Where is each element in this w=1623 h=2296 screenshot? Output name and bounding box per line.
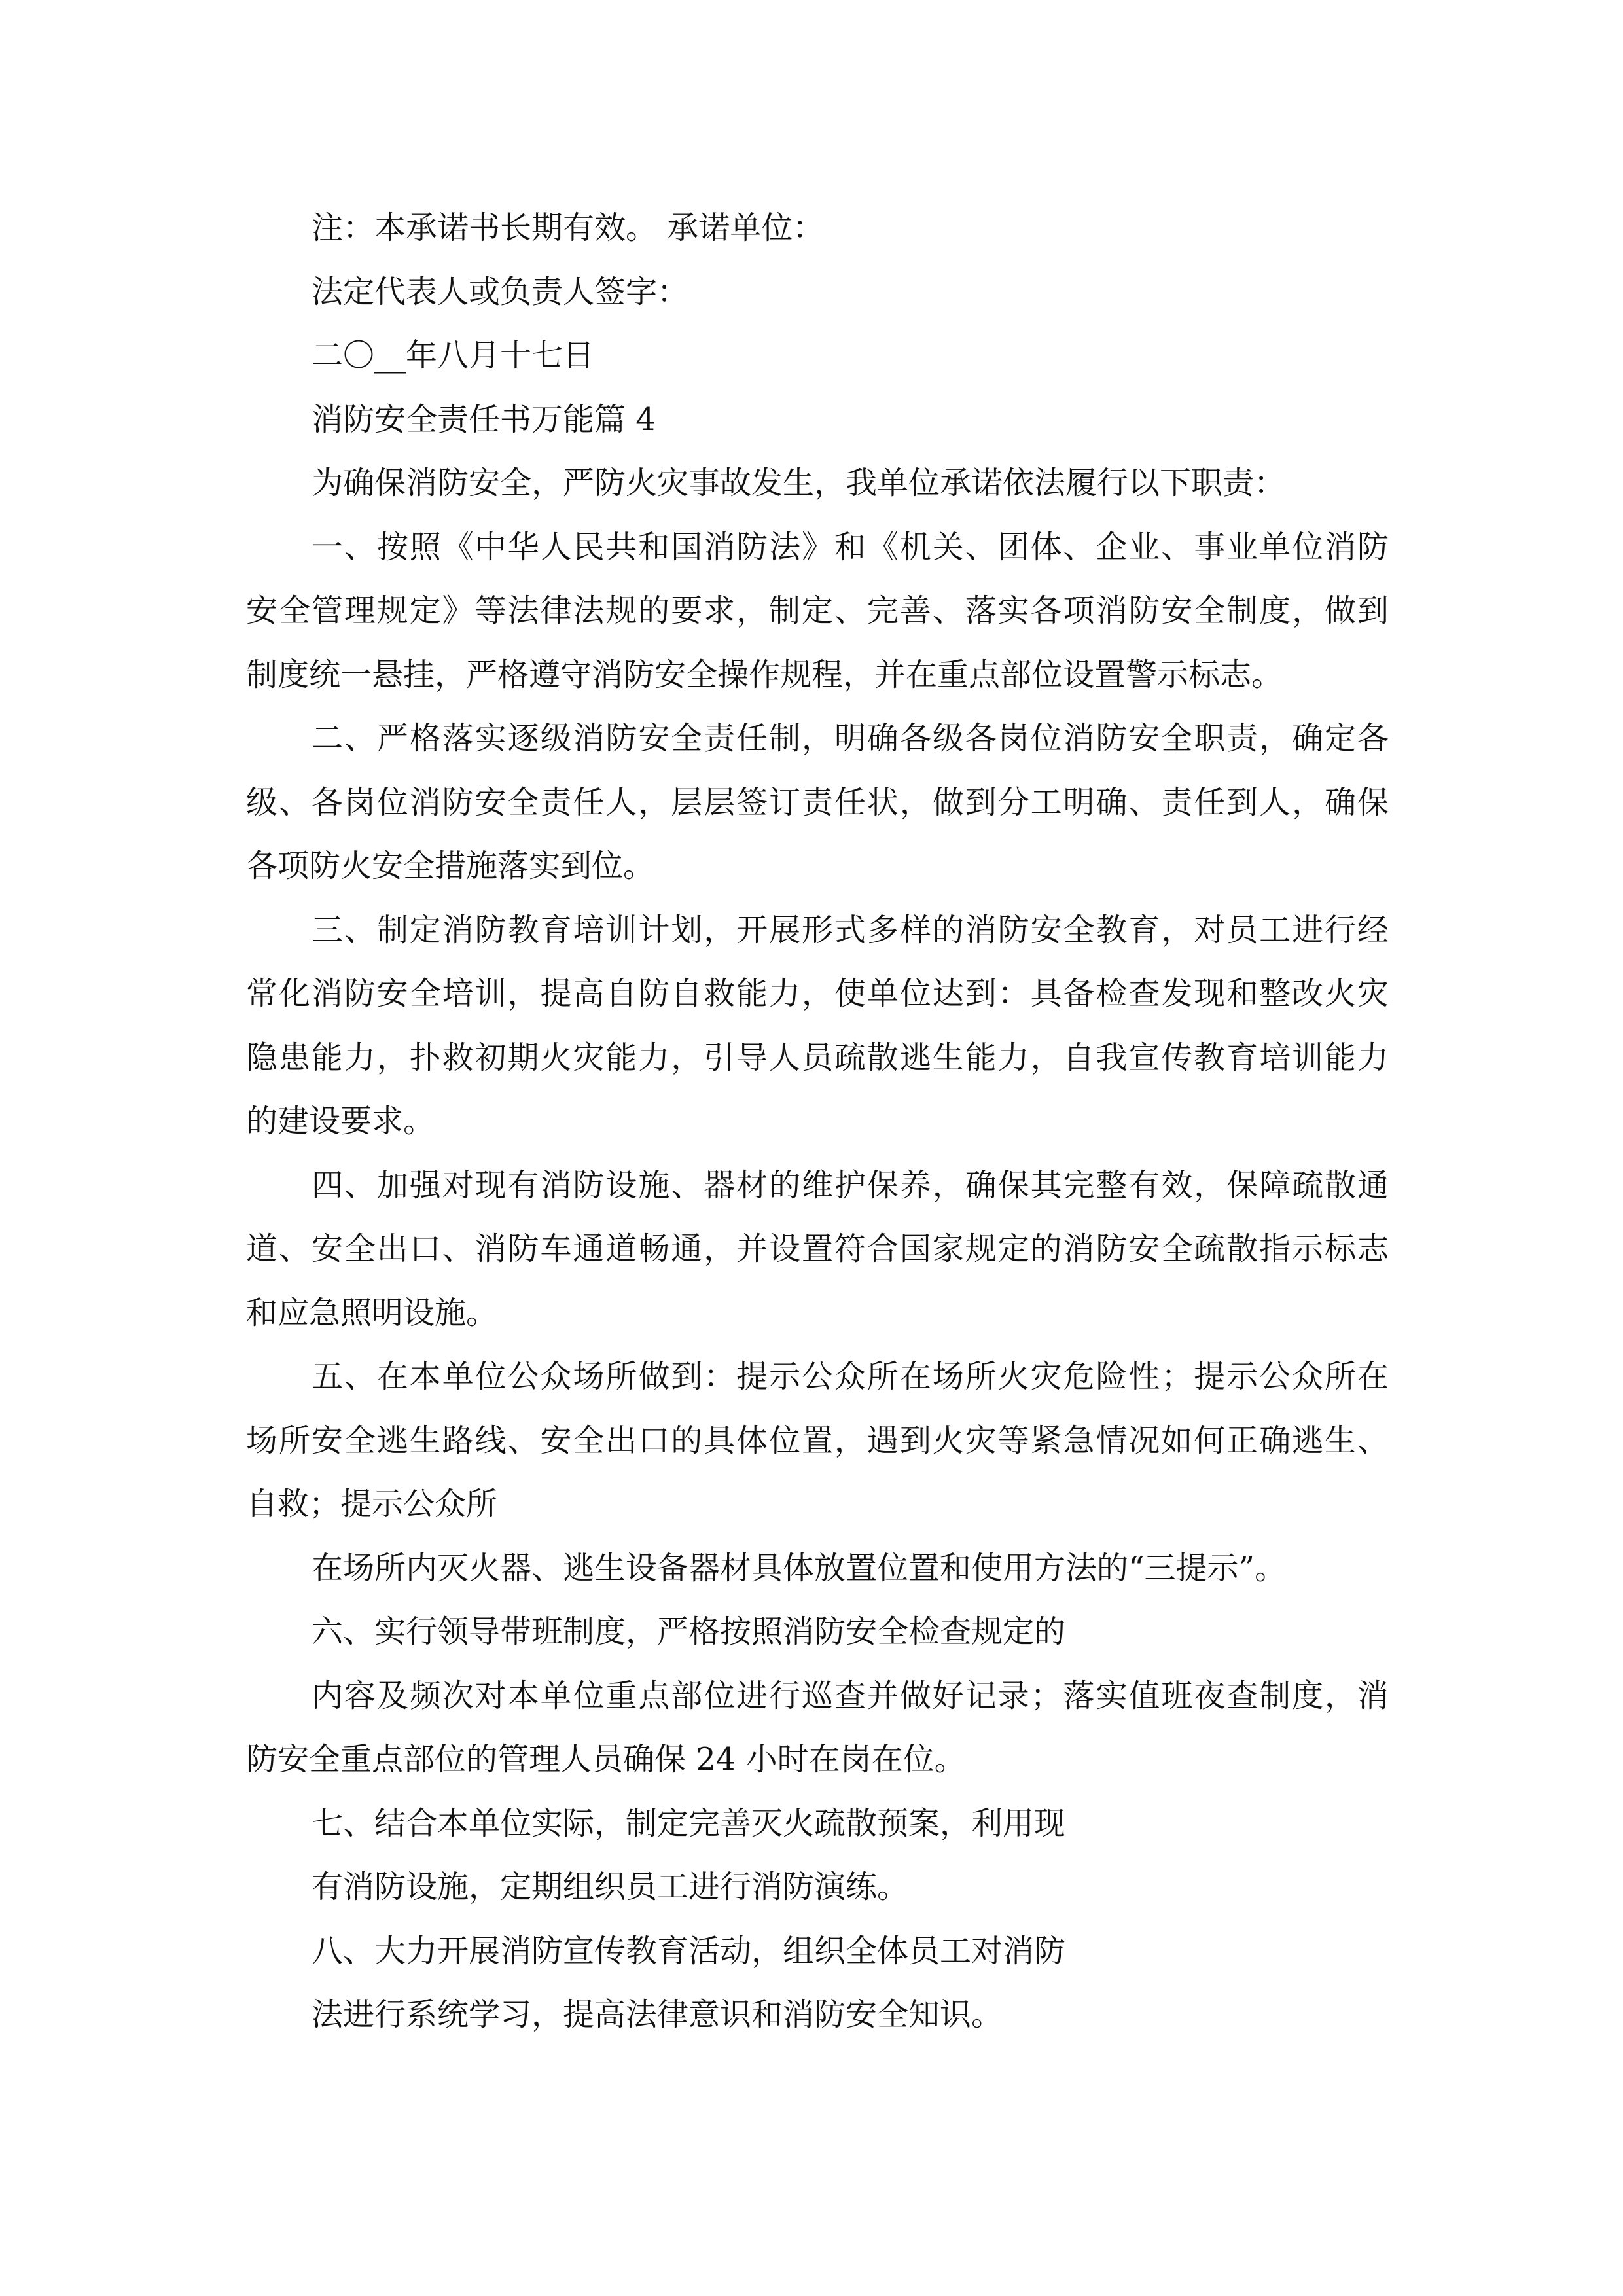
paragraph-line: 和应急照明设施。 <box>246 1294 498 1331</box>
signature-line: 法定代表人或负责人签字： <box>312 273 689 310</box>
note-line: 注：本承诺书长期有效。 承诺单位： <box>312 209 825 246</box>
paragraph-line: 六、实行领导带班制度，严格按照消防安全检查规定的 <box>312 1613 1066 1650</box>
paragraph-line: 在场所内灭火器、逃生设备器材具体放置位置和使用方法的“三提示”。 <box>312 1549 1287 1587</box>
paragraph-line: 有消防设施，定期组织员工进行消防演练。 <box>312 1869 909 1905</box>
paragraph-line: 防安全重点部位的管理人员确保 24 小时在岗在位。 <box>246 1741 966 1778</box>
section-title: 消防安全责任书万能篇 4 <box>312 401 656 438</box>
paragraph-line: 安全管理规定》等法律法规的要求，制定、完善、落实各项消防安全制度，做到 <box>246 592 1389 629</box>
paragraph-line: 七、结合本单位实际，制定完善灭火疏散预案，利用现 <box>312 1804 1066 1842</box>
paragraph-line: 隐患能力，扑救初期火灾能力，引导人员疏散逃生能力，自我宣传教育培训能力 <box>246 1039 1389 1076</box>
paragraph-line: 各项防火安全措施落实到位。 <box>246 848 655 884</box>
intro-paragraph: 为确保消防安全，严防火灾事故发生，我单位承诺依法履行以下职责： <box>312 465 1286 501</box>
paragraph-line: 自救；提示公众所 <box>246 1486 498 1522</box>
paragraph-line: 级、各岗位消防安全责任人，层层签订责任状，做到分工明确、责任到人，确保 <box>246 783 1389 821</box>
paragraph-line: 常化消防安全培训，提高自防自救能力，使单位达到：具备检查发现和整改火灾 <box>246 975 1389 1012</box>
paragraph-line: 内容及频次对本单位重点部位进行巡查并做好记录；落实值班夜查制度，消 <box>312 1677 1389 1714</box>
paragraph-line: 道、安全出口、消防车通道畅通，并设置符合国家规定的消防安全疏散指示标志 <box>246 1230 1389 1267</box>
paragraph-line: 场所安全逃生路线、安全出口的具体位置，遇到火灾等紧急情况如何正确逃生、 <box>246 1422 1389 1459</box>
paragraph-line: 八、大力开展消防宣传教育活动，组织全体员工对消防 <box>312 1932 1066 1969</box>
paragraph-line: 的建设要求。 <box>246 1103 435 1139</box>
paragraph-line: 三、制定消防教育培训计划，开展形式多样的消防安全教育，对员工进行经 <box>312 911 1389 948</box>
paragraph-line: 五、在本单位公众场所做到：提示公众所在场所火灾危险性；提示公众所在 <box>312 1358 1389 1395</box>
paragraph-line: 法进行系统学习，提高法律意识和消防安全知识。 <box>312 1996 1003 2033</box>
paragraph-line: 一、按照《中华人民共和国消防法》和《机关、团体、企业、事业单位消防 <box>312 528 1389 565</box>
paragraph-line: 制度统一悬挂，严格遵守消防安全操作规程，并在重点部位设置警示标志。 <box>246 656 1283 693</box>
paragraph-line: 四、加强对现有消防设施、器材的维护保养，确保其完整有效，保障疏散通 <box>312 1166 1389 1204</box>
date-line: 二〇__年八月十七日 <box>312 337 595 374</box>
paragraph-line: 二、严格落实逐级消防安全责任制，明确各级各岗位消防安全职责，确定各 <box>312 720 1389 757</box>
document-body <box>246 196 1389 2047</box>
